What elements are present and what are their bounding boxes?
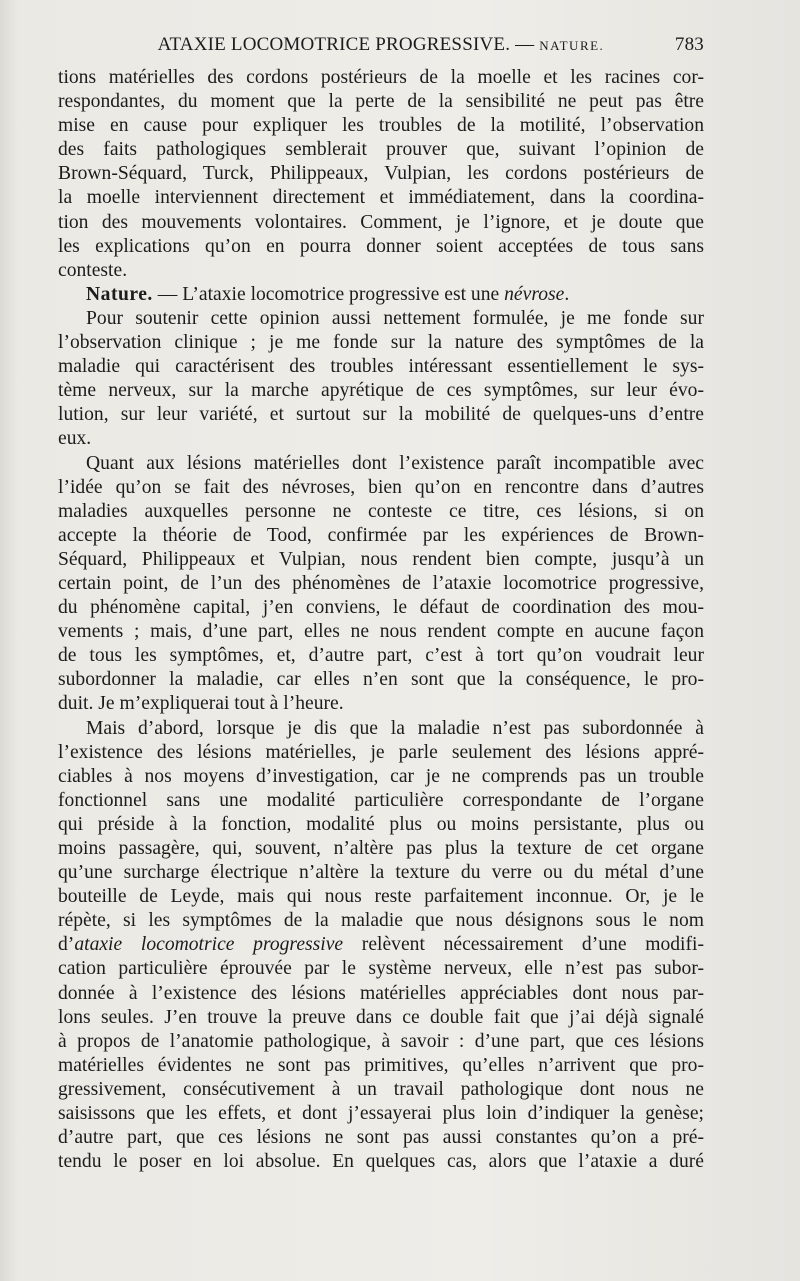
page-number: 783 <box>674 34 704 55</box>
text-line <box>58 211 704 235</box>
text-segment: lution, sur leur variété, et surtout sur la mobilité de quelques-uns d’entre <box>58 404 704 426</box>
text-line <box>58 692 704 716</box>
text-segment: vements ; mais, d’une part, elles ne nous rendent compte en aucune façon <box>58 621 704 643</box>
text-segment: Brown-Séquard, Turck, Philippeaux, Vulpian, les cordons postérieurs de <box>58 163 704 185</box>
text-line <box>58 403 704 427</box>
text-line <box>58 572 704 596</box>
text-line <box>58 114 704 138</box>
running-header <box>58 34 704 60</box>
text-line <box>58 1030 704 1054</box>
text-segment: donnée à l’existence des lésions matérielles appréciables dont nous par- <box>58 982 704 1004</box>
text-segment: gressivement, consécutivement à un travail pathologique dont nous ne <box>58 1078 704 1100</box>
text-line <box>58 355 704 379</box>
text-segment: l’existence des lésions matérielles, je parle seulement des lésions appré- <box>58 741 704 763</box>
text-line <box>58 837 704 861</box>
text-line <box>58 644 704 668</box>
text-segment: Quant aux lésions matérielles dont l’existence paraît incompatible avec <box>86 452 704 474</box>
text-segment: de tous les symptômes, et, d’autre part, c’est à tort qu’on voudrait leur <box>58 645 704 667</box>
text-line <box>58 1006 704 1030</box>
text-segment: conteste. <box>58 259 128 281</box>
text-line <box>58 331 704 355</box>
text-segment: tion des mouvements volontaires. Comment, je l’ignore, et je doute que <box>58 211 704 233</box>
running-title <box>58 34 704 56</box>
text-segment: mise en cause pour expliquer les troubles de la motilité, l’observation <box>58 115 704 137</box>
text-line <box>58 1102 704 1126</box>
text-segment: répète, si les symptômes de la maladie que nous désignons sous le nom <box>58 910 704 932</box>
text-segment: qu’une surcharge électrique n’altère la texture du verre ou du métal d’une <box>58 862 704 884</box>
text-line <box>58 813 704 837</box>
text-segment: ciables à nos moyens d’investigation, car je ne comprends pas un trouble <box>58 765 704 787</box>
text-segment: Mais d’abord, lorsque je dis que la maladie n’est pas subordonnée à <box>86 717 704 739</box>
text-line <box>58 668 704 692</box>
text-segment: bouteille de Leyde, mais qui nous reste parfaitement inconnue. Or, je le <box>58 886 704 908</box>
text-segment: la moelle interviennent directement et immédiatement, dans la coordina- <box>58 187 704 209</box>
text-segment: certain point, de l’un des phénomènes de l’ataxie locomotrice progressive, <box>58 572 704 594</box>
text-line <box>58 66 704 90</box>
text-line <box>58 283 704 307</box>
text-segment: qui préside à la fonction, modalité plus ou moins persistante, plus ou <box>58 813 704 835</box>
text-line <box>58 933 704 957</box>
text-segment: l’idée qu’on se fait des névroses, bien qu’on en rencontre dans d’autres <box>58 476 704 498</box>
running-section: NATURE. <box>539 38 605 53</box>
text-segment: tions matérielles des cordons postérieurs de la moelle et les racines cor- <box>58 67 704 88</box>
text-segment: tendu le poser en loi absolue. En quelques cas, alors que l’ataxie a duré <box>58 1151 704 1173</box>
text-line <box>58 524 704 548</box>
text-line <box>58 452 704 476</box>
text-segment: à propos de l’anatomie pathologique, à savoir : d’une part, que ces lésions <box>58 1030 704 1052</box>
text-line <box>58 861 704 885</box>
text-segment: fonctionnel sans une modalité particulière correspondante de l’organe <box>58 789 704 811</box>
text-segment: — L’ataxie locomotrice progressive est une <box>152 283 505 305</box>
body-text <box>58 66 704 1174</box>
italic-term: névrose <box>504 283 565 305</box>
text-segment: cation particulière éprouvée par le système nerveux, elle n’est pas subor- <box>58 958 704 980</box>
text-line <box>58 789 704 813</box>
text-segment: moins passagère, qui, souvent, n’altère pas plus la texture de cet organe <box>58 838 704 859</box>
text-segment: Pour soutenir cette opinion aussi nettement formulée, je me fonde sur <box>86 307 704 329</box>
text-segment: matérielles évidentes ne sont pas primitives, qu’elles n’arrivent que pro- <box>58 1054 704 1076</box>
text-line <box>58 885 704 909</box>
text-line <box>58 427 704 451</box>
text-segment: d’ <box>58 934 75 956</box>
text-segment: duit. Je m’expliquerai tout à l’heure. <box>58 693 344 715</box>
text-line <box>58 500 704 524</box>
text-line <box>58 909 704 933</box>
text-line <box>58 162 704 186</box>
text-segment: maladies auxquelles personne ne conteste ce titre, ces lésions, si on <box>58 500 704 522</box>
text-line <box>58 186 704 210</box>
text-segment: maladie qui caractérisent des troubles intéressant essentiellement le sys- <box>58 356 704 378</box>
text-line <box>58 957 704 981</box>
text-line <box>58 717 704 741</box>
text-segment: eux. <box>58 428 92 450</box>
text-segment: l’observation clinique ; je me fonde sur la nature des symptômes de la <box>58 332 704 354</box>
text-line <box>58 307 704 331</box>
italic-term: ataxie locomotrice progressive <box>74 934 344 956</box>
text-line <box>58 1126 704 1150</box>
text-segment: relèvent nécessairement d’une modifi- <box>343 934 704 956</box>
text-segment: tème nerveux, sur la marche apyrétique de ces symptômes, sur leur évo- <box>58 380 704 402</box>
text-line <box>58 765 704 789</box>
text-segment: saisissons que les effets, et dont j’essayerai plus loin d’indiquer la genèse; <box>58 1103 704 1125</box>
text-segment: du phénomène capital, j’en conviens, le défaut de coordination des mou- <box>58 597 704 619</box>
text-segment: Séquard, Philippeaux et Vulpian, nous rendent bien compte, jusqu’à un <box>58 548 704 570</box>
text-line <box>58 1150 704 1174</box>
text-line <box>58 1078 704 1102</box>
text-line <box>58 259 704 283</box>
text-line <box>58 235 704 259</box>
text-line <box>58 379 704 403</box>
text-line <box>58 90 704 114</box>
text-line <box>58 982 704 1006</box>
section-heading: Nature. <box>86 283 153 305</box>
text-segment: d’autre part, que ces lésions ne sont pas aussi constantes qu’on a pré- <box>58 1127 704 1149</box>
text-line <box>58 548 704 572</box>
text-segment: subordonner la maladie, car elles n’en sont que la conséquence, le pro- <box>58 669 704 691</box>
text-segment: accepte la théorie de Tood, confirmée par les expériences de Brown- <box>58 524 704 546</box>
text-segment: . <box>564 283 570 305</box>
text-line <box>58 596 704 620</box>
text-segment: lons seules. J’en trouve la preuve dans ce double fait que j’ai déjà signalé <box>58 1006 704 1028</box>
text-line <box>58 476 704 500</box>
text-segment: les explications qu’on en pourra donner soient acceptées de tous sans <box>58 235 704 257</box>
text-line <box>58 620 704 644</box>
text-line <box>58 741 704 765</box>
text-line <box>58 1054 704 1078</box>
text-segment: des faits pathologiques semblerait prouver que, suivant l’opinion de <box>58 139 704 161</box>
text-segment: respondantes, du moment que la perte de la sensibilité ne peut pas être <box>58 91 704 113</box>
running-title-text: ATAXIE LOCOMOTRICE PROGRESSIVE. — <box>157 34 535 55</box>
text-line <box>58 138 704 162</box>
